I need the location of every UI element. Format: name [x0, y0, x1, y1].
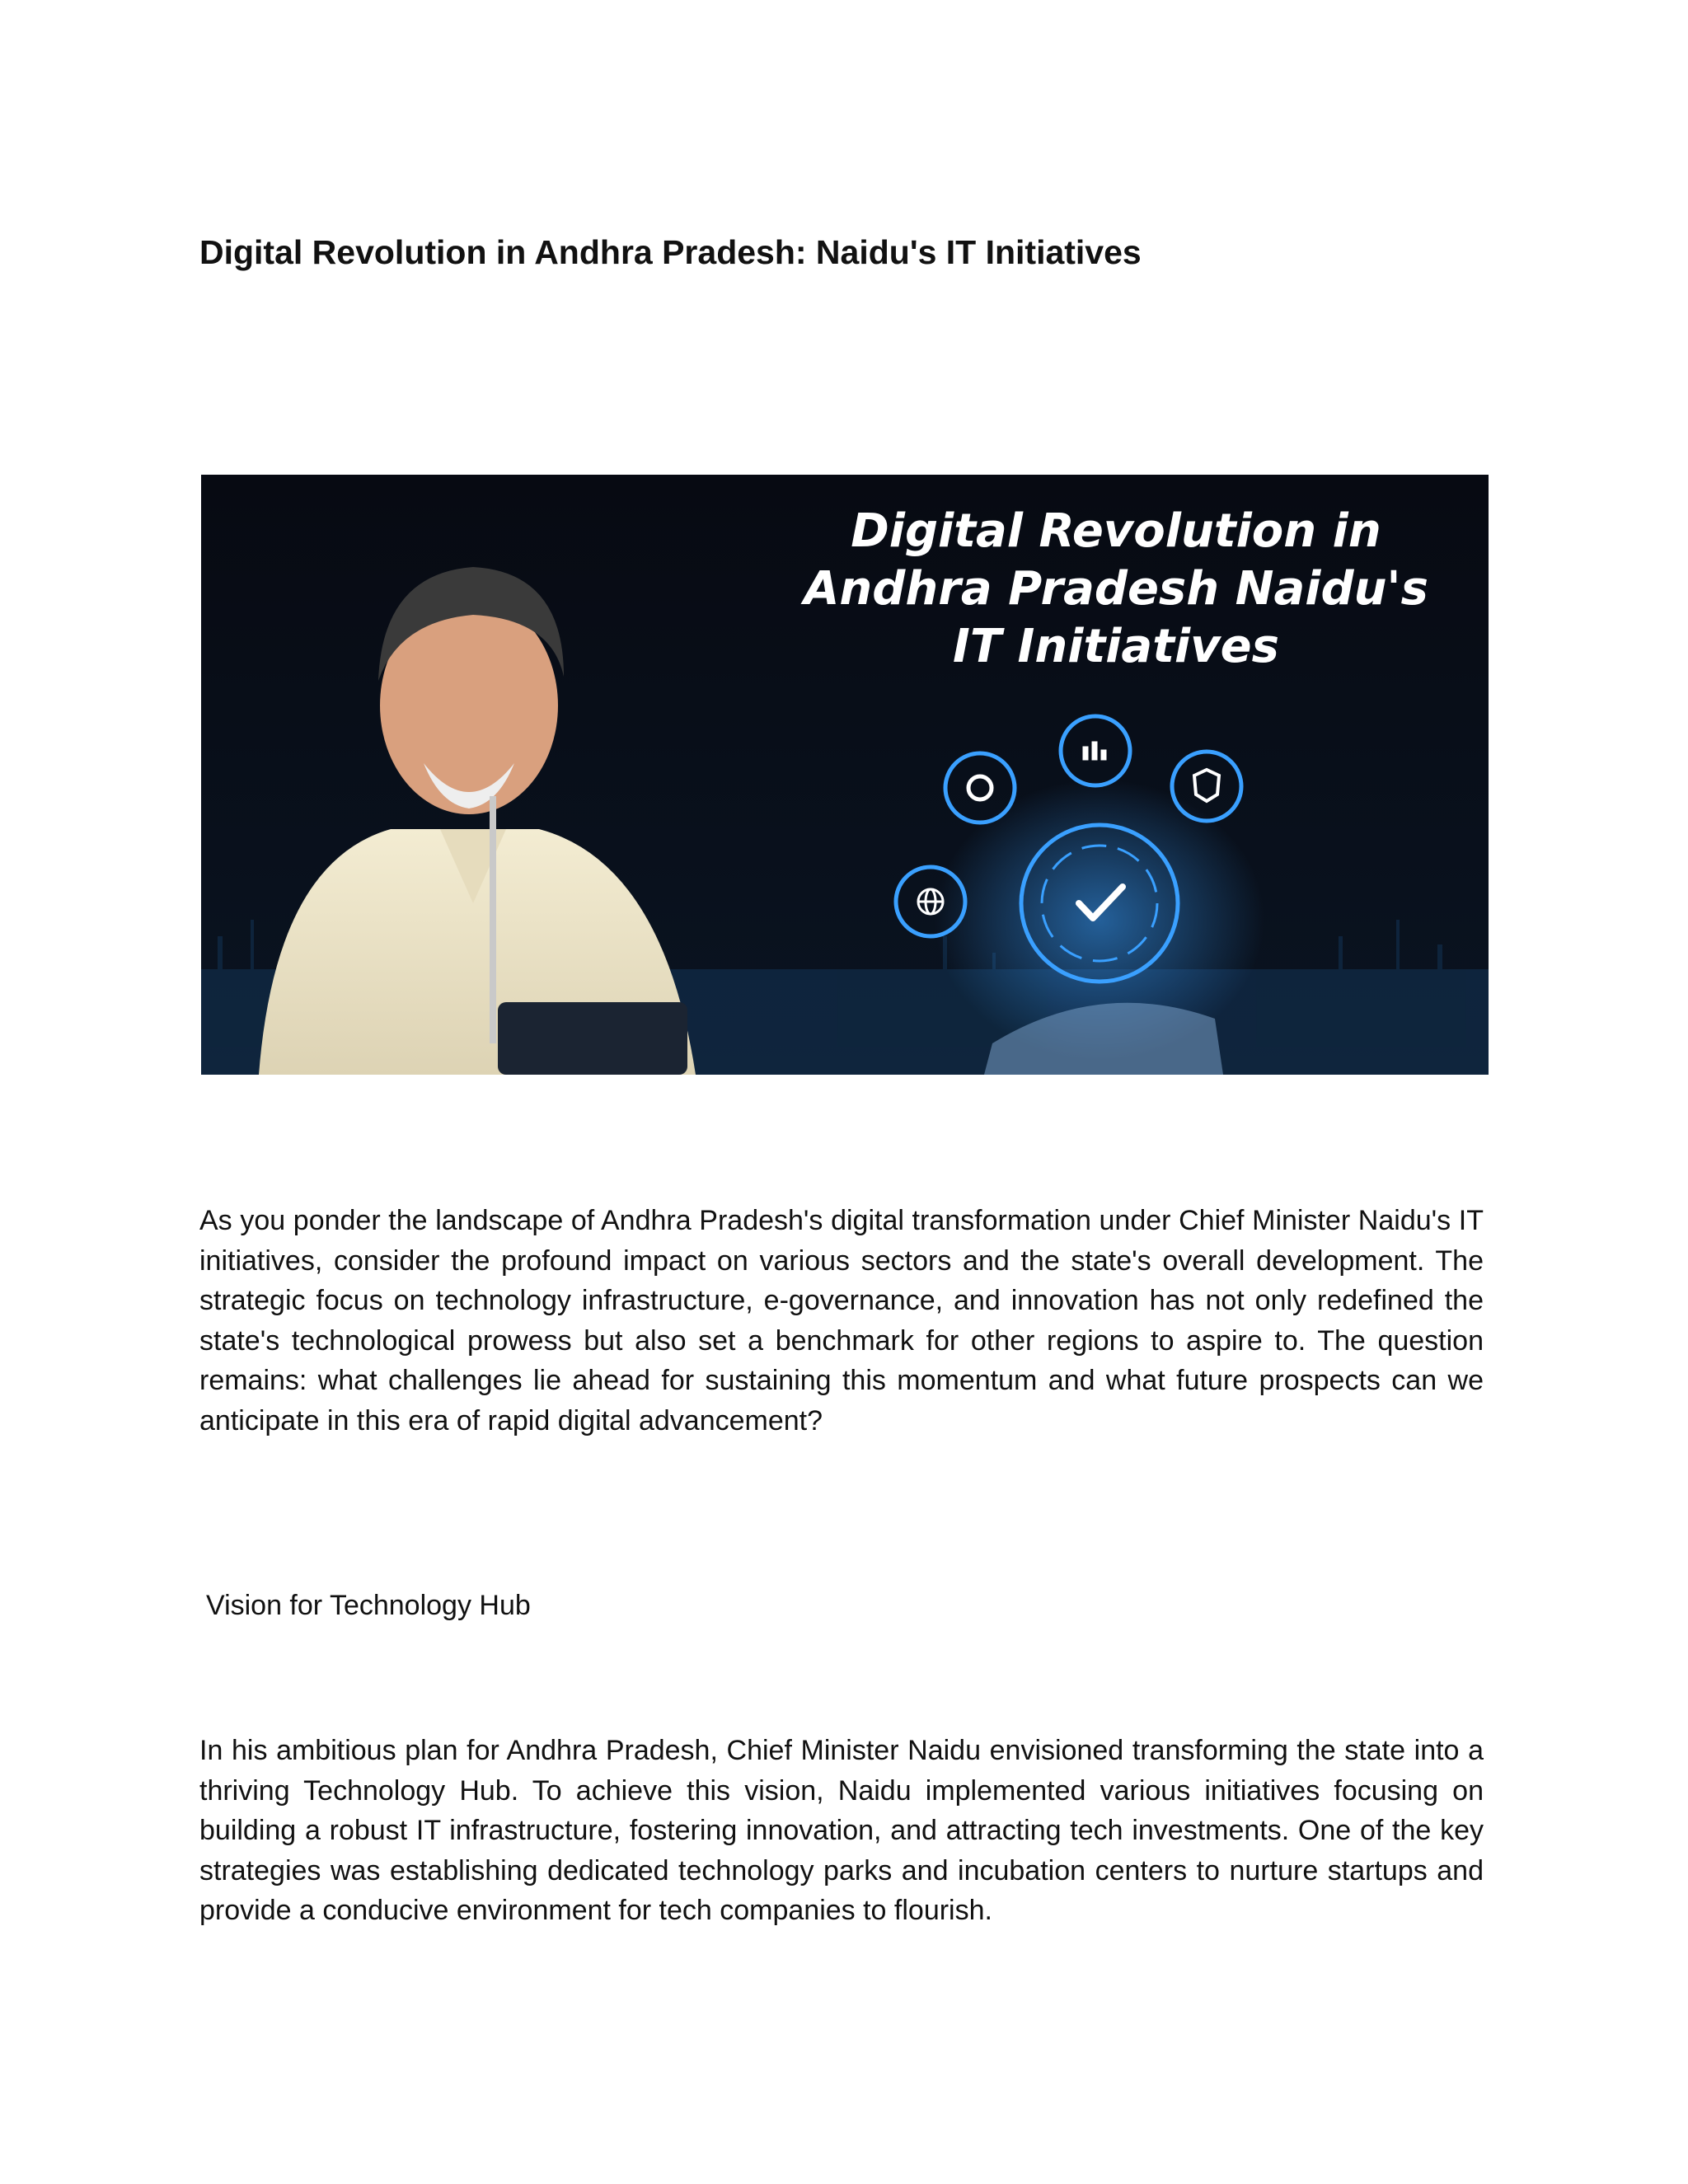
banner-line-1: Digital Revolution in — [851, 504, 1381, 558]
section-heading: Vision for Technology Hub — [206, 1590, 531, 1621]
banner-line-3: IT Initiatives — [953, 620, 1279, 673]
banner-heading — [803, 503, 1429, 676]
body-paragraph: In his ambitious plan for Andhra Pradesh, Chief Minister Naidu envisioned transforming the state into a thriving Technology Hub. To achieve this vision, Naidu implemented various initiatives focusing on building a robust IT infrastructure, fostering innovation, and attracting tech investments. One of the key strategies was establishing dedicated technology parks and incubation centers to nurture startups and provide a conducive environment for tech companies to flourish. — [199, 1735, 1484, 1926]
banner-line-2: Andhra Pradesh Naidu's — [804, 562, 1428, 616]
page-title: Digital Revolution in Andhra Pradesh: Naidu's IT Initiatives — [199, 233, 1142, 271]
hero-banner-image — [201, 475, 1489, 1075]
intro-paragraph: As you ponder the landscape of Andhra Pradesh's digital transformation under Chief Minister Naidu's IT initiatives, consider the profound impact on various sectors and the state's overall development. The strategic focus on technology infrastructure, e-governance, and innovation has not only redefined the state's technological prowess but also set a benchmark for other regions to aspire to. The question remains: what challenges lie ahead for sustaining this momentum and what future prospects can we anticipate in this era of rapid digital advancement? — [199, 1205, 1484, 1436]
